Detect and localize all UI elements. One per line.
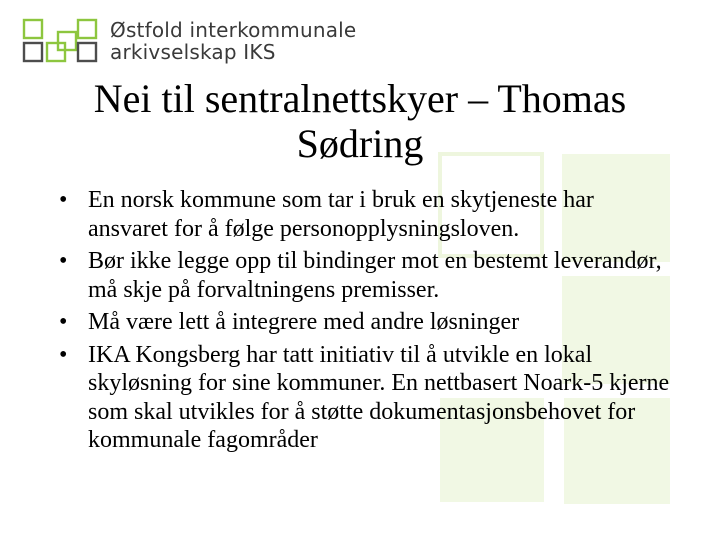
bullet-text: En norsk kommune som tar i bruk en skytjeneste har ansvaret for å følge personopplysningsloven. bbox=[88, 187, 594, 242]
bullet-item bbox=[56, 308, 671, 337]
logo-text-line1: Østfold interkommunale bbox=[110, 18, 357, 42]
bullet-text: Bør ikke legge opp til bindinger mot en bestemt leverandør, må skje på forvaltningens premisser. bbox=[88, 248, 662, 303]
bullet-dot-icon: • bbox=[59, 341, 68, 368]
bullet-list bbox=[56, 186, 671, 459]
bullet-item bbox=[56, 247, 671, 304]
logo-squares-icon bbox=[22, 18, 106, 64]
bullet-text: IKA Kongsberg har tatt initiativ til å utvikle en lokal skyløsning for sine kommuner. En nettbasert Noark-5 kjerne som skal utvikles for å støtte dokumentasjonsbehovet for kommunale fagområder bbox=[88, 341, 670, 453]
bullet-dot-icon: • bbox=[59, 248, 68, 274]
logo-text-line2: arkivselskap IKS bbox=[110, 40, 276, 64]
slide-title: Nei til sentralnettskyer – Thomas Sødring bbox=[93, 76, 627, 166]
bullet-item bbox=[56, 186, 671, 243]
company-logo bbox=[22, 18, 422, 66]
bullet-dot-icon: • bbox=[59, 187, 68, 213]
bullet-text: Må være lett å integrere med andre løsninger bbox=[88, 309, 520, 335]
bullet-item bbox=[56, 341, 671, 455]
bullet-dot-icon: • bbox=[59, 309, 68, 335]
